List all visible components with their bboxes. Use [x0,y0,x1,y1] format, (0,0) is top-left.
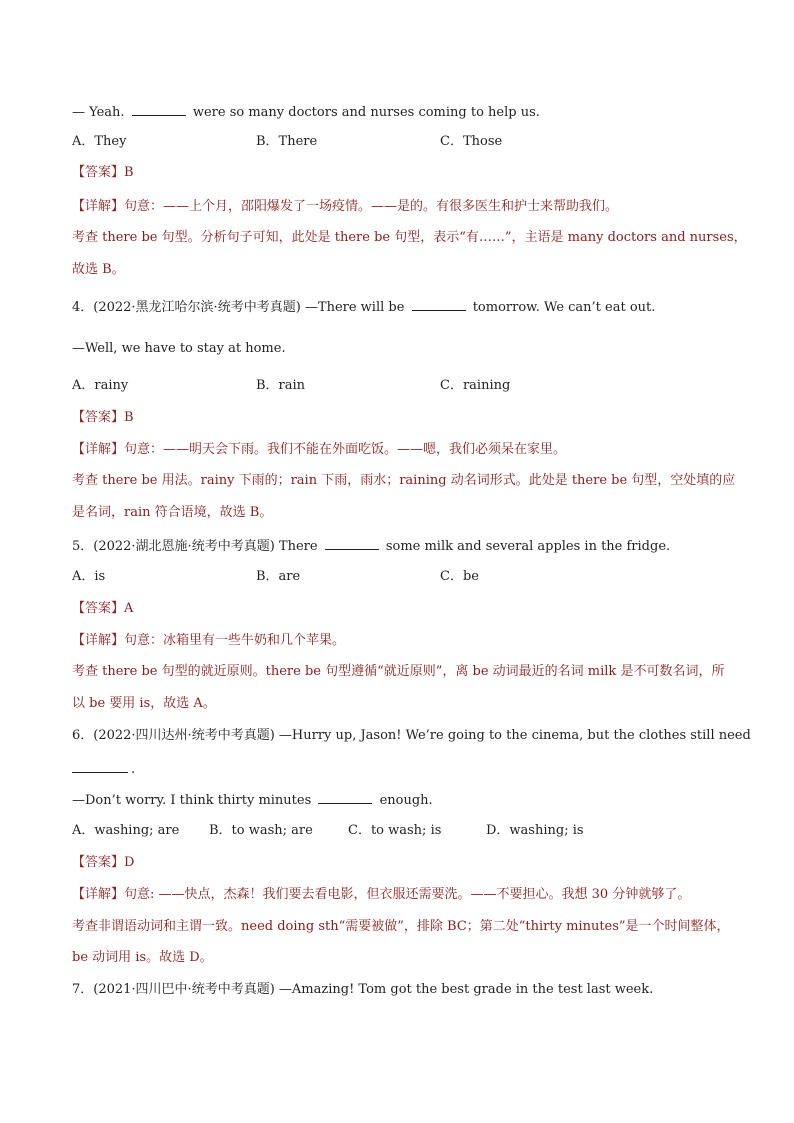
answer-value: B [124,410,134,425]
q4-answer [72,410,732,426]
q5-explanation-line1: 考查 there be 句型的就近原则。there be 句型遵循“就近原则”，离 be 动词最近的名词 milk 是不可数名词，所 [72,664,725,679]
q3-detail [72,199,732,215]
q6-line3-start: —Don’t worry. I think thirty minutes [72,793,312,808]
detail-tag: 【详解】 [72,887,125,902]
q3-explanation-line2: 故选 B。 [72,262,125,277]
q4-option-c: C．raining [440,378,511,393]
q3-explanation-line1: 考查 there be 句型。分析句子可知，此处是 there be 句型，表示“有……”，主语是 many doctors and nurses， [72,230,747,245]
q5-option-b: B．are [256,569,301,584]
q6-stem-line2 [72,760,732,778]
answer-tag: 【答案】 [72,410,125,425]
q4-blank [412,298,466,311]
answer-tag: 【答案】 [72,165,125,180]
q6-blank-1 [72,760,128,773]
q6-answer [72,855,732,871]
detail-text: 句意：——明天会下雨。我们不能在外面吃饭。——嗯，我们必须呆在家里。 [124,442,567,457]
q6-explanation-line2: be 动词用 is。故选 D。 [72,950,213,965]
q4-explanation-line1: 考查 there be 用法。rainy 下雨的；rain 下雨，雨水；raining 动名词形式。此处是 there be 句型，空处填的应 [72,473,736,488]
q3-option-a: A．They [72,134,127,149]
detail-text: 句意：冰箱里有一些牛奶和几个苹果。 [124,633,346,648]
q6-option-a: A．washing; are [72,823,180,838]
q5-blank [325,537,379,550]
q5-answer [72,601,732,617]
q4-stem [72,298,732,316]
q4-stem-start: 4．(2022·黑龙江哈尔滨·统考中考真题) —There will be [72,300,405,315]
detail-text: 句意: ——快点，杰森！我们要去看电影，但衣服还需要洗。——不要担心。我想 30 分钟就够了。 [124,887,691,902]
q4-explanation-line2: 是名词，rain 符合语境，故选 B。 [72,505,273,520]
q3-stem-end: were so many doctors and nurses coming to help us. [192,105,540,120]
q4-option-a: A．rainy [72,378,129,393]
q6-option-d: D．washing; is [486,823,584,838]
q6-line3-end: enough. [379,793,433,808]
detail-tag: 【详解】 [72,442,125,457]
q5-stem [72,537,732,555]
answer-value: D [124,855,135,870]
answer-value: B [124,165,134,180]
q6-detail [72,887,732,903]
q4-stem-end: tomorrow. We can’t eat out. [472,300,656,315]
q6-stem: 6．(2022·四川达州·统考中考真题) —Hurry up, Jason! We’re going to the cinema, but the clothes still need [72,728,751,743]
q5-stem-start: 5．(2022·湖北恩施·统考中考真题) There [72,539,318,554]
q4-stem-line2: —Well, we have to stay at home. [72,341,286,356]
q5-option-a: A．is [72,569,106,584]
q3-blank [132,103,186,116]
q5-explanation-line2: 以 be 要用 is，故选 A。 [72,696,216,711]
answer-tag: 【答案】 [72,601,125,616]
detail-tag: 【详解】 [72,199,125,214]
q4-detail [72,442,732,458]
detail-tag: 【详解】 [72,633,125,648]
q3-option-b: B．There [256,134,318,149]
period: . [131,762,136,777]
q3-answer [72,165,732,181]
q3-option-c: C．Those [440,134,503,149]
q3-stem-start: — Yeah. [72,105,125,120]
q3-stem [72,103,732,121]
q5-stem-end: some milk and several apples in the fridge. [385,539,671,554]
q4-option-b: B．rain [256,378,306,393]
answer-value: A [124,601,134,616]
q6-option-c: C．to wash; is [348,823,442,838]
detail-text: 句意：——上个月，邵阳爆发了一场疫情。——是的。有很多医生和护士来帮助我们。 [124,199,619,214]
q6-option-b: B．to wash; are [209,823,313,838]
q6-stem-line3 [72,791,732,809]
q7-stem: 7．(2021·四川巴中·统考中考真题) —Amazing! Tom got the best grade in the test last week. [72,982,654,997]
q6-explanation-line1: 考查非谓语动词和主谓一致。need doing sth“需要被做”，排除 BC；第二处“thirty minutes”是一个时间整体， [72,919,730,934]
q5-detail [72,633,732,649]
q5-option-c: C．be [440,569,479,584]
q6-blank-2 [318,791,372,804]
answer-tag: 【答案】 [72,855,125,870]
